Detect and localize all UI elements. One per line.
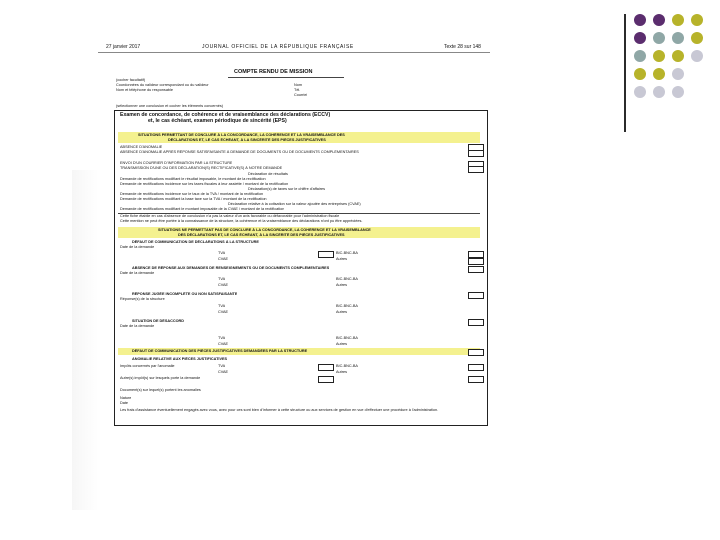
checkbox-a-3[interactable] — [468, 166, 484, 173]
decorative-dot — [691, 50, 703, 62]
section-b2-cvae: CVAE — [218, 310, 229, 314]
checkbox-b0-autres[interactable] — [468, 258, 484, 265]
select-note: (sélectionner une conclusion et cocher les éléments concernés) — [116, 104, 224, 108]
checkbox-anomaly-autres[interactable] — [468, 376, 484, 383]
section-b0-sub: Date de la demande — [120, 245, 155, 249]
decorative-dot — [672, 86, 684, 98]
header-title: JOURNAL OFFICIEL DE LA RÉPUBLIQUE FRANÇAISE — [202, 44, 354, 50]
section-b3-title: SITUATION DE DÉSACCORD — [132, 319, 185, 323]
anomaly-title: ANOMALIE RELATIVE AUX PIÈCES JUSTIFICATIVES — [132, 357, 228, 361]
anomaly-line-3: Nature — [120, 396, 132, 400]
note-line1: Cette fiche établie en cas d'absence de conclusion n'a pas la valeur d'un avis favorable ou défavorable pour l'administration fiscale — [120, 214, 340, 218]
decorative-dot — [634, 86, 646, 98]
decorative-dot — [672, 50, 684, 62]
anomaly-line-2: Document(s) sur lequel(s) portent les anomalies — [120, 388, 201, 392]
section-b2-autres: Autres — [336, 310, 347, 314]
detail-2: Demande de rectifications incidence sur les taxes fiscales à leur assiette / montant de la rectification — [120, 182, 289, 186]
anomaly-bic: BIC-BNC-BA — [336, 364, 358, 368]
detail-1: Demande de rectifications modifiant le résultat imposable, le montant de la rectification — [120, 177, 266, 181]
section-b0-title: DÉFAUT DE COMMUNICATION DE DÉCLARATIONS À LA STRUCTURE — [132, 240, 259, 244]
anomaly-line-4: Date — [120, 401, 129, 405]
decorative-dot — [672, 68, 684, 80]
section-b0-autres: Autres — [336, 257, 347, 261]
footer-note: Les frais d'assistance éventuellement engagés avec vous, avec pour ces sont bien d'informer à cette structure ou aux services de gestion en vue d'effectuer une procédure à l'administration. — [120, 408, 439, 412]
section-b3-autres: Autres — [336, 342, 347, 346]
section-b3-cvae: CVAE — [218, 342, 229, 346]
divider-line — [624, 14, 626, 132]
document-page — [98, 44, 490, 426]
checkbox-a-1[interactable] — [468, 150, 484, 157]
section-b3-bic: BIC-BNC-BA — [336, 336, 358, 340]
band-2-line1: SITUATIONS NE PERMETTANT PAS DE CONCLURE À LA CONCORDANCE, LA COHÉRENCE ET LA VRAISEMBLANCE — [158, 227, 371, 232]
decorative-dot — [691, 32, 703, 44]
section-b0-bic: BIC-BNC-BA — [336, 251, 358, 255]
checkbox-anomaly-tva[interactable] — [318, 364, 334, 371]
anomaly-cvae: CVAE — [218, 370, 229, 374]
section-b2-title: RÉPONSE JUGÉE INCOMPLÈTE OU NON SATISFAISANTE — [132, 292, 238, 296]
detail-0: Déclaration de résultats — [248, 172, 288, 176]
row-a-3: TRANSMISSION D'UNE OU DES DÉCLARATION(S) RECTIFICATIVE(S) À NOTRE DEMANDE — [120, 166, 283, 170]
detail-4: Demande de rectifications incidence sur le taux de la TVA / montant de la rectification — [120, 192, 264, 196]
band-2-line2: DES DÉCLARATIONS ET, LE CAS ÉCHÉANT, À LA SINCÉRITÉ DES PIÈCES JUSTIFICATIVES — [178, 232, 345, 237]
section-b1-bic: BIC-BNC-BA — [336, 277, 358, 281]
checkbox-anomaly-bic[interactable] — [468, 364, 484, 371]
title-rule — [228, 77, 344, 78]
anomaly-line-0: Impôts concernés par l'anomalie — [120, 364, 175, 368]
section-b0-cvae: CVAE — [218, 257, 229, 261]
section-b2-sub: Réponse(s) de la structure — [120, 297, 165, 301]
nom-label: Nom — [294, 83, 303, 87]
courriel-label: Courriel — [294, 93, 308, 97]
checkbox-b1[interactable] — [468, 266, 484, 273]
anomaly-tva: TVA — [218, 364, 226, 368]
checkbox-band-3[interactable] — [468, 349, 484, 356]
decorative-dot — [653, 68, 665, 80]
detail-5: Demande de rectifications modifiant la base taxe sur la TVA / montant de la rectification — [120, 197, 267, 201]
decorative-dot — [653, 14, 665, 26]
coordinates-label: Coordonnées du valideur correspondant ou du valideur — [116, 83, 209, 87]
decorative-dot — [653, 50, 665, 62]
checkbox-b0-bic[interactable] — [468, 251, 484, 258]
section-title: COMPTE RENDU DE MISSION — [234, 69, 313, 75]
section-b3-tva: TVA — [218, 336, 226, 340]
header-ref: Texte 28 sur 148 — [444, 44, 481, 50]
header-date: 27 janvier 2017 — [106, 44, 141, 50]
section-b3-sub: Date de la demande — [120, 324, 155, 328]
section-b1-autres: Autres — [336, 283, 347, 287]
band-1-line2: DÉCLARATIONS ET, LE CAS ÉCHÉANT, À LA SINCÉRITÉ DES PIÈCES JUSTIFICATIVES — [168, 137, 326, 142]
decorative-dot — [634, 14, 646, 26]
detail-7: Demande de rectifications modifiant le montant imposable de la CVAE / montant de la rectification — [120, 207, 285, 211]
row-a-0: ABSENCE D'ANOMALIE — [120, 145, 163, 149]
detail-6: Déclaration relative à la cotisation sur la valeur ajoutée des entreprises (CVAE) — [228, 202, 361, 206]
decorative-dot — [634, 32, 646, 44]
decorative-dot — [691, 14, 703, 26]
section-b1-sub: Date de la demande — [120, 271, 155, 275]
decorative-dot — [653, 32, 665, 44]
section-b1-title: ABSENCE DE RÉPONSE AUX DEMANDES DE RENSEIGNEMENTS OU DE DOCUMENTS COMPLÉMENTAIRES — [132, 266, 330, 270]
tel-label: Tél. — [294, 88, 301, 92]
anomaly-line-1: Autre(s) impôt(s) sur lesquels porte la demande — [120, 376, 201, 380]
band-1-line1: SITUATIONS PERMETTANT DE CONCLURE À LA CONCORDANCE, LA COHÉRENCE ET LA VRAISEMBLANCE DES — [138, 132, 345, 137]
decorative-dot — [634, 50, 646, 62]
journal-header — [98, 44, 490, 53]
section-b1-tva: TVA — [218, 277, 226, 281]
decorative-dot — [653, 86, 665, 98]
checkbox-b0-tva[interactable] — [318, 251, 334, 258]
section-b1-cvae: CVAE — [218, 283, 229, 287]
decorative-dot — [634, 68, 646, 80]
checkbox-b3[interactable] — [468, 319, 484, 326]
responsable-label: Nom et téléphone du responsable — [116, 88, 173, 92]
section-b2-tva: TVA — [218, 304, 226, 308]
section-b0-tva: TVA — [218, 251, 226, 255]
optional-note: (cocher facultatif) — [116, 78, 146, 82]
checkbox-b2[interactable] — [468, 292, 484, 299]
exam-title-1: Examen de concordance, de cohérence et de vraisemblance des déclarations (ECCV) — [120, 112, 331, 118]
page-shadow — [72, 170, 98, 510]
anomaly-autres: Autres — [336, 370, 347, 374]
decorative-dot — [672, 32, 684, 44]
exam-title-2: et, le cas échéant, examen périodique de sincérité (EPS) — [148, 118, 287, 124]
band-3-text: DÉFAUT DE COMMUNICATION DES PIÈCES JUSTIFICATIVES DEMANDÉES PAR LA STRUCTURE — [132, 349, 308, 353]
row-a-2: ENVOI D'UN COURRIER D'INFORMATION PAR LA STRUCTURE — [120, 161, 233, 165]
checkbox-anomaly-cvae[interactable] — [318, 376, 334, 383]
row-a-1: ABSENCE D'ANOMALIE APRÈS RÉPONSE SATISFAISANTE À DEMANDE DE DOCUMENTS OU DE DOCUMENTS COMPLÉMENTAIRES — [120, 150, 359, 154]
decorative-dot — [672, 14, 684, 26]
section-b2-bic: BIC-BNC-BA — [336, 304, 358, 308]
detail-3: Déclaration(s) de taxes sur le chiffre d'affaires — [248, 187, 325, 191]
note-line2: Cette mention ne peut être portée à la connaissance de la structure, la cohérence et la vraisemblance des déclarations n'ont pu être appréciées. — [120, 219, 363, 223]
